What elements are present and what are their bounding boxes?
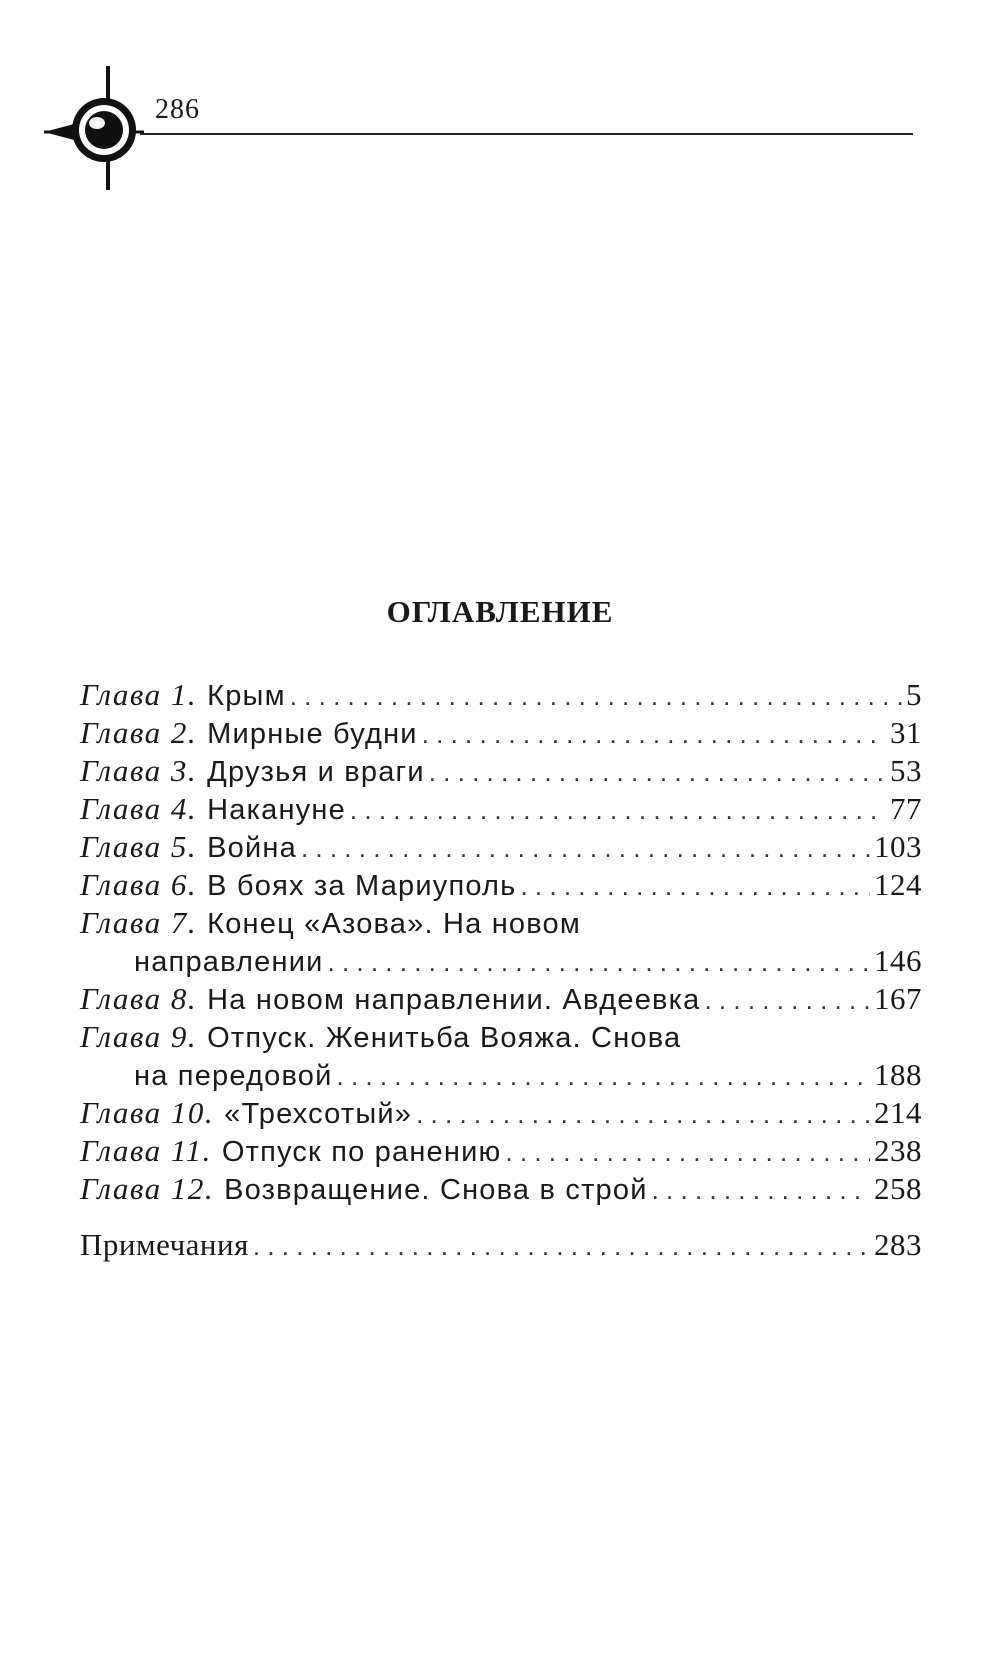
toc-chapter-name: На новом направлении. Авдеевка: [207, 984, 701, 1016]
toc-entry: [80, 828, 922, 866]
toc-chapter-name: Друзья и враги: [207, 756, 425, 788]
toc-page-number: 124: [874, 867, 922, 902]
toc-chapter-name: Отпуск по ранению: [221, 1136, 502, 1168]
toc-page-number: 167: [874, 981, 922, 1016]
toc-chapter-label: Глава 1.: [80, 677, 198, 712]
toc-chapter-name: Война: [207, 832, 297, 864]
toc-page-number: 31: [890, 715, 922, 750]
toc-page-number: 77: [890, 791, 922, 826]
toc-dot-leader: [253, 1227, 870, 1265]
toc-entry: [80, 790, 922, 828]
toc-entry: [80, 1094, 922, 1132]
toc-notes-label: Примечания: [80, 1227, 249, 1262]
toc-chapter-name-continued: на передовой: [134, 1060, 333, 1092]
toc-chapter-label: Глава 12.: [80, 1171, 215, 1206]
toc-chapter-label: Глава 2.: [80, 715, 198, 750]
toc-chapter-label: Глава 7.: [80, 905, 198, 940]
toc-page-number: 283: [874, 1227, 922, 1262]
toc-chapter-name: Отпуск. Женитьба Вояжа. Снова: [207, 1022, 682, 1054]
toc-entry-continuation: [80, 1056, 922, 1094]
toc-page-number: 146: [874, 943, 922, 978]
toc-chapter-name: Конец «Азова». На новом: [207, 908, 581, 940]
toc-entry: [80, 752, 922, 790]
toc-title: ОГЛАВЛЕНИЕ: [386, 594, 614, 629]
page-header: [0, 0, 1000, 200]
toc-dot-leader: [704, 981, 870, 1019]
toc-chapter-label: Глава 9.: [80, 1019, 198, 1054]
toc-chapter-name: Возвращение. Снова в строй: [224, 1174, 648, 1206]
toc-chapter-label: Глава 8.: [80, 981, 198, 1016]
toc-page-number: 238: [874, 1133, 922, 1168]
toc-chapter-name: «Трехсотый»: [224, 1098, 413, 1130]
toc-chapter-name: В боях за Мариуполь: [207, 870, 517, 902]
toc-entry: [80, 676, 922, 714]
toc-dot-leader: [416, 1095, 870, 1133]
toc-dot-leader: [505, 1133, 870, 1171]
toc-entry: [80, 1170, 922, 1208]
toc-chapter-label: Глава 4.: [80, 791, 198, 826]
toc-chapter-label: Глава 11.: [80, 1133, 212, 1168]
toc-entry: [80, 904, 922, 942]
toc-dot-leader: [328, 943, 870, 981]
toc-entry: [80, 1018, 922, 1056]
toc-page-number: 214: [874, 1095, 922, 1130]
toc-chapter-label: Глава 5.: [80, 829, 198, 864]
toc-dot-leader: [350, 791, 886, 829]
toc-entry: [80, 1132, 922, 1170]
toc-chapter-name: Крым: [207, 680, 286, 712]
toc-dot-leader: [301, 829, 870, 867]
toc-entry: [80, 714, 922, 752]
toc-notes-entry: [80, 1226, 922, 1264]
toc-chapter-label: Глава 6.: [80, 867, 198, 902]
toc-dot-leader: [652, 1171, 870, 1209]
toc-page-number: 53: [890, 753, 922, 788]
toc-dot-leader: [337, 1057, 870, 1095]
toc-entry: [80, 980, 922, 1018]
toc-dot-leader: [290, 677, 902, 715]
toc-dot-leader: [429, 753, 886, 791]
toc-page-number: 258: [874, 1171, 922, 1206]
toc-dot-leader: [520, 867, 870, 905]
crosshair-emblem-icon: [44, 66, 144, 190]
toc-chapter-label: Глава 10.: [80, 1095, 215, 1130]
toc-entry: [80, 866, 922, 904]
toc-page-number: 188: [874, 1057, 922, 1092]
toc-entry-continuation: [80, 942, 922, 980]
toc-dot-leader: [422, 715, 886, 753]
toc-list: [80, 676, 922, 1264]
toc-chapter-label: Глава 3.: [80, 753, 198, 788]
toc-page-number: 103: [874, 829, 922, 864]
toc-chapter-name: Накануне: [207, 794, 346, 826]
toc-chapter-name-continued: направлении: [134, 946, 324, 978]
page-number: 286: [155, 94, 200, 125]
header-rule: [140, 133, 913, 135]
toc-page-number: 5: [906, 677, 922, 712]
toc-chapter-name: Мирные будни: [207, 718, 418, 750]
